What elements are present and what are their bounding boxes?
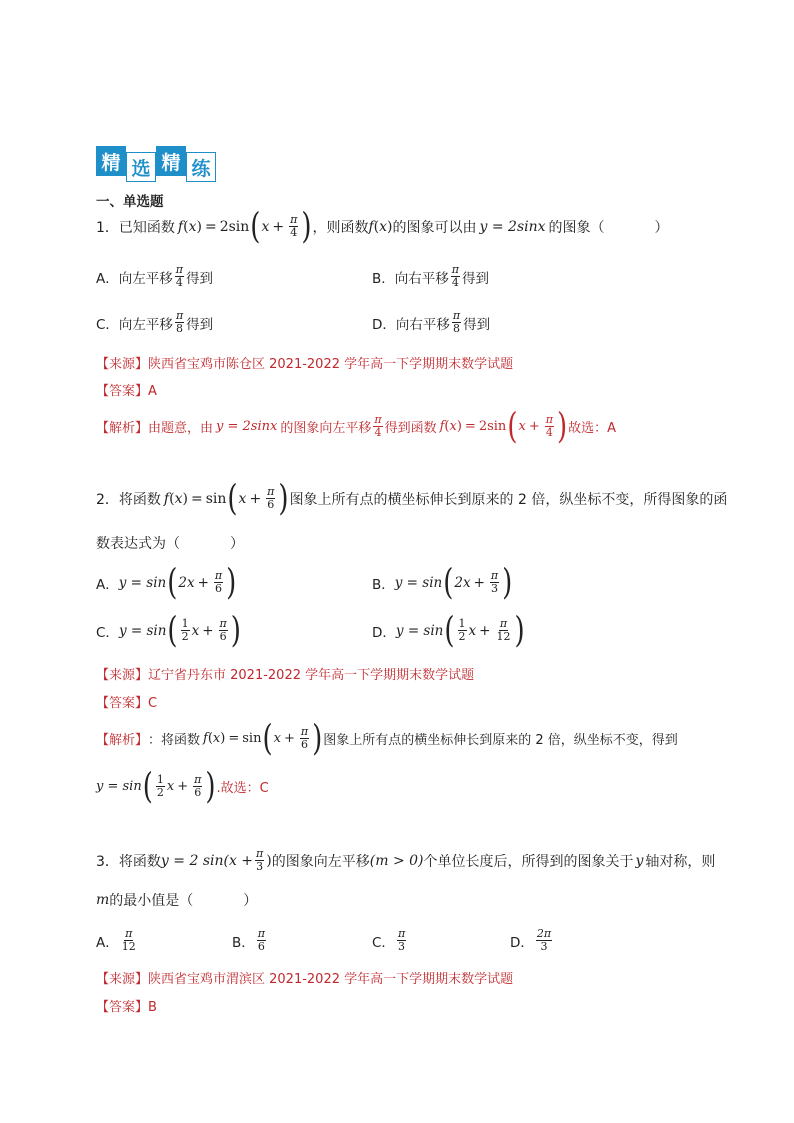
- q3-answer: 【答案】B: [96, 1000, 157, 1015]
- q3-source: 【来源】陕西省宝鸡市渭滨区 2021-2022 学年高一下学期期末数学试题: [96, 972, 514, 987]
- q1-num: 1．已知函数: [96, 219, 175, 236]
- q3-option-a[interactable]: A． $\frac{\pi}{12}$: [96, 927, 136, 953]
- q3-stem-line2: m 的最小值是（ ）: [96, 892, 258, 909]
- badge-char-4: 练: [186, 152, 216, 182]
- q3-stem-line1: 3．将函数 y = 2 sin(x + $\frac{\pi}{3}$ ) 的图象向左平移 (m > 0) 个单位长度后，所得到的图象关于 y 轴对称，则: [96, 847, 716, 873]
- q1-option-d[interactable]: D．向右平移 $\frac{\pi}{8}$ 得到: [372, 309, 491, 335]
- q2-analysis-line1: 【解析】 ：将函数 f ( x ) = sin ( x + $\frac{\pi}{6}$ ) 图象上所有点的横坐标伸长到原来的 2 倍，纵坐标不变，得到: [96, 718, 678, 759]
- q2-option-a[interactable]: A． y = sin ( 2x + $\frac{\pi}{6}$ ): [96, 562, 237, 603]
- badge-char-1: 精: [96, 146, 126, 176]
- q3-option-d[interactable]: D． $\frac{2\pi}{3}$: [510, 927, 552, 953]
- badge-char-3: 精: [156, 146, 186, 176]
- q2-option-c[interactable]: C． y = sin ( $\frac{1}{2}$ x + $\frac{\pi}{6}$ ): [96, 610, 241, 651]
- q1-stem: 1．已知函数 f ( x ) = 2sin ( x + $\frac{\pi}{4}$ ) ，则函数 f ( x ) 的图象可以由 y = 2sinx 的图象（ ）: [96, 206, 669, 247]
- badge-char-2: 选: [126, 152, 156, 182]
- q1-option-c[interactable]: C．向左平移 $\frac{\pi}{8}$ 得到: [96, 309, 214, 335]
- q1-source: 【来源】陕西省宝鸡市陈仓区 2021-2022 学年高一下学期期末数学试题: [96, 357, 514, 372]
- q1-option-a[interactable]: A．向左平移 $\frac{\pi}{4}$ 得到: [96, 263, 213, 289]
- q2-option-d[interactable]: D． y = sin ( $\frac{1}{2}$ x + $\frac{\pi}{12}$ ): [372, 610, 525, 651]
- q2-option-b[interactable]: B． y = sin ( 2x + $\frac{\pi}{3}$ ): [372, 562, 513, 603]
- q2-answer: 【答案】C: [96, 696, 158, 711]
- q2-analysis-line2: y = sin ( $\frac{1}{2}$ x + $\frac{\pi}{6}$ ) .故选：C: [96, 766, 269, 807]
- pi-over-4: $\frac{\pi}{4}$: [290, 213, 298, 239]
- q1-answer: 【答案】A: [96, 384, 157, 399]
- section-badge: [96, 146, 216, 182]
- q1-analysis: 【解析】 由题意，由 y = 2sinx 的图象向左平移 $\frac{\pi}{4}$ 得到函数 f ( x ) = 2sin ( x + $\frac{\pi}{4}$ ) 故选：A: [96, 406, 617, 447]
- q2-stem-line1: 2．将函数 f ( x ) = sin ( x + $\frac{\pi}{6}$ ) 图象上所有点的横坐标伸长到原来的 2 倍，纵坐标不变，所得图象的函: [96, 478, 728, 519]
- q2-stem-line2: 数表达式为（ ）: [96, 536, 244, 552]
- section-title: 一、单选题: [96, 194, 164, 210]
- q3-option-c[interactable]: C． $\frac{\pi}{3}$: [372, 927, 406, 953]
- q1-option-b[interactable]: B．向右平移 $\frac{\pi}{4}$ 得到: [372, 263, 489, 289]
- q3-option-b[interactable]: B． $\frac{\pi}{6}$: [232, 927, 265, 953]
- q2-source: 【来源】辽宁省丹东市 2021-2022 学年高一下学期期末数学试题: [96, 668, 475, 683]
